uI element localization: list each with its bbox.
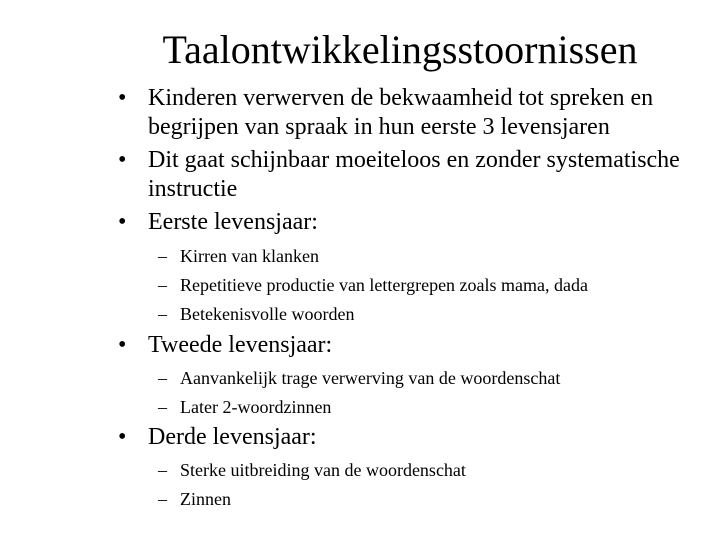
sub-item-text: Zinnen — [180, 489, 231, 509]
bullet-text: Tweede levensjaar: — [148, 332, 333, 358]
sub-item-text: Later 2-woordzinnen — [180, 397, 332, 417]
bullet-item — [118, 84, 708, 142]
bullet-item — [118, 331, 708, 360]
sub-item — [158, 367, 560, 389]
bullet-marker: • — [118, 85, 127, 111]
sub-item — [158, 245, 319, 267]
bullet-text: Derde levensjaar: — [148, 424, 317, 450]
sub-item-text: Aanvankelijk trage verwerving van de woordenschat — [180, 368, 561, 388]
bullet-text: Dit gaat schijnbaar moeiteloos en zonder systematische instructie — [148, 147, 680, 202]
sub-item-text: Repetitieve productie van lettergrepen zoals mama, dada — [180, 275, 588, 295]
bullet-text: Eerste levensjaar: — [148, 209, 318, 235]
dash-marker: – — [158, 275, 167, 295]
dash-marker: – — [158, 368, 167, 388]
sub-item-text: Sterke uitbreiding van de woordenschat — [180, 460, 466, 480]
bullet-marker: • — [118, 332, 127, 358]
slide-title: Taalontwikkelingsstoornissen — [162, 27, 638, 72]
sub-item — [158, 303, 354, 325]
dash-marker: – — [158, 246, 167, 266]
dash-marker: – — [158, 304, 167, 324]
bullet-item — [118, 208, 708, 237]
bullet-marker: • — [118, 209, 127, 235]
bullet-item — [118, 423, 708, 452]
sub-item — [158, 274, 588, 296]
bullet-item — [118, 146, 708, 204]
sub-item-text: Betekenisvolle woorden — [180, 304, 355, 324]
sub-item — [158, 488, 231, 510]
bullet-marker: • — [118, 147, 127, 173]
sub-item — [158, 396, 331, 418]
dash-marker: – — [158, 460, 167, 480]
sub-item-text: Kirren van klanken — [180, 246, 319, 266]
bullet-marker: • — [118, 424, 127, 450]
dash-marker: – — [158, 397, 167, 417]
bullet-text: Kinderen verwerven de bekwaamheid tot spreken en begrijpen van spraak in hun eerste 3 levensjaren — [148, 85, 654, 140]
dash-marker: – — [158, 489, 167, 509]
sub-item — [158, 459, 466, 481]
